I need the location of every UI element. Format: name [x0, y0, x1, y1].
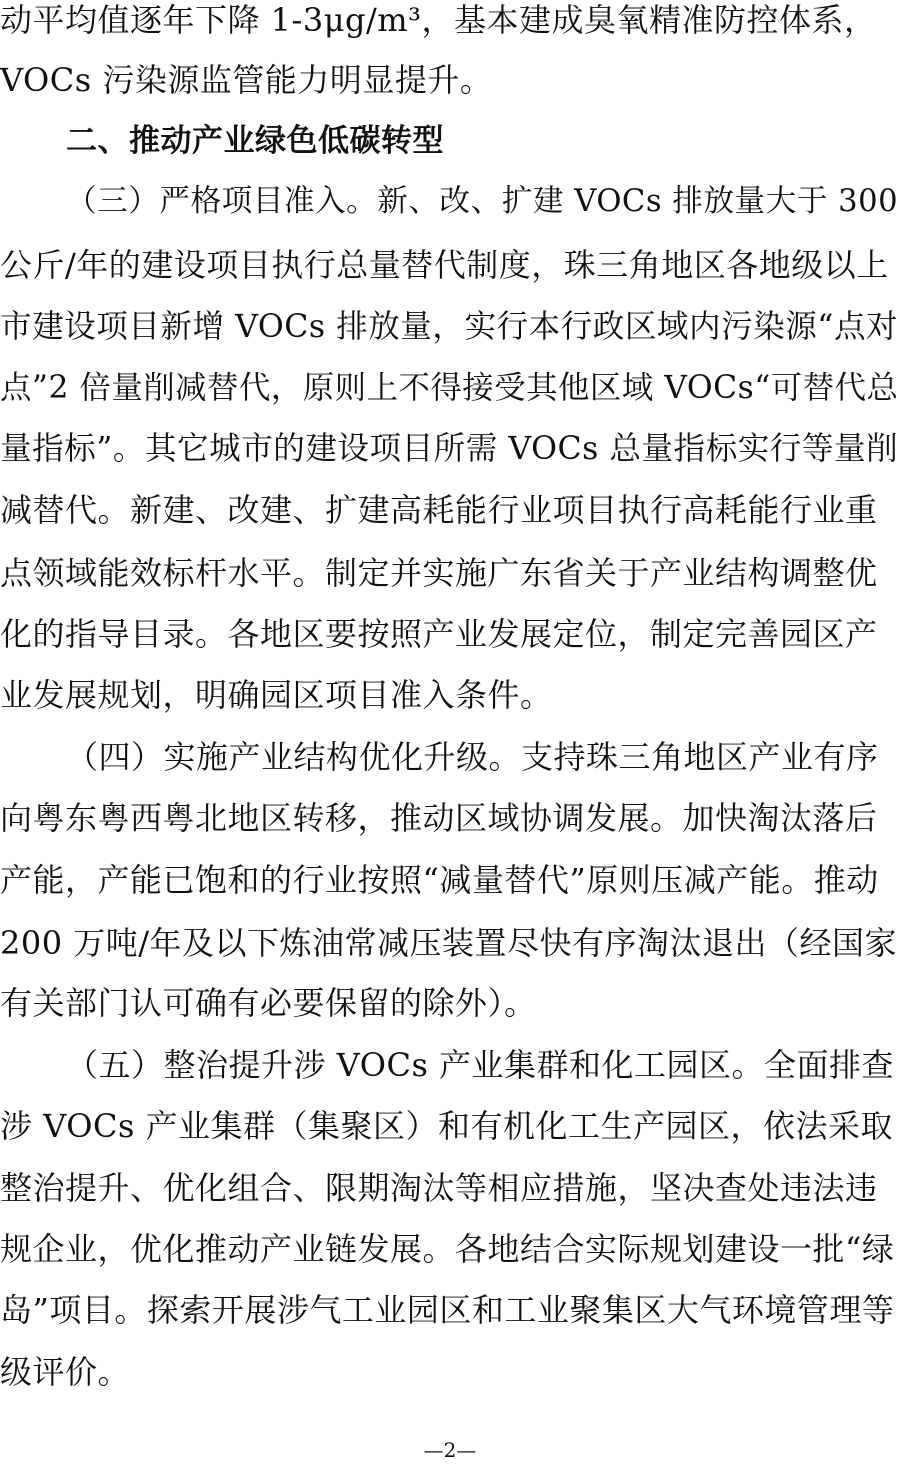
text-line: 市建设项目新增 VOCs 排放量，实行本行政区域内污染源“点对 — [0, 309, 899, 345]
page-number: —2— — [423, 1438, 477, 1462]
text-line: 级评价。 — [0, 1353, 131, 1391]
text-line: VOCs 污染源监管能力明显提升。 — [0, 61, 493, 99]
text-line: 点”2 倍量削减替代，原则上不得接受其他区域 VOCs“可替代总 — [0, 370, 899, 406]
text-line: 向粤东粤西粤北地区转移，推动区域协调发展。加快淘汰落后 — [0, 799, 878, 837]
text-line: 减替代。新建、改建、扩建高耗能行业项目执行高耗能行业重 — [0, 491, 878, 529]
text-line: 动平均值逐年下降 1-3μg/m³，基本建成臭氧精准防控体系， — [0, 1, 877, 39]
section-heading: 二、推动产业绿色低碳转型 — [66, 123, 444, 159]
text-line: 岛”项目。探索开展涉气工业园区和工业聚集区大气环境管理等 — [0, 1291, 895, 1329]
text-line: 化的指导目录。各地区要按照产业发展定位，制定完善园区产 — [0, 615, 878, 653]
text-line: 规企业，优化推动产业链发展。各地结合实际规划建设一批“绿 — [0, 1230, 895, 1268]
text-line: 涉 VOCs 产业集群（集聚区）和有机化工生产园区，依法采取 — [0, 1107, 894, 1145]
text-line: （四）实施产业结构优化升级。支持珠三角地区产业有序 — [66, 738, 879, 776]
text-line: （三）严格项目准入。新、改、扩建 VOCs 排放量大于 300 — [66, 184, 899, 219]
text-line: 业发展规划，明确园区项目准入条件。 — [0, 676, 553, 714]
text-line: 产能，产能已饱和的行业按照“减量替代”原则压减产能。推动 — [0, 861, 879, 899]
text-line: （五）整治提升涉 VOCs 产业集群和化工园区。全面排查 — [66, 1046, 895, 1084]
text-line: 200 万吨/年及以下炼油常减压装置尽快有序淘汰退出（经国家 — [0, 924, 898, 962]
text-line: 量指标”。其它城市的建设项目所需 VOCs 总量指标实行等量削 — [0, 431, 899, 467]
text-line: 公斤/年的建设项目执行总量替代制度，珠三角地区各地级以上 — [0, 246, 889, 284]
text-line: 整治提升、优化组合、限期淘汰等相应措施，坚决查处违法违 — [0, 1169, 878, 1207]
text-line: 点领域能效标杆水平。制定并实施广东省关于产业结构调整优 — [0, 554, 878, 592]
text-line: 有关部门认可确有必要保留的除外）。 — [0, 984, 537, 1022]
